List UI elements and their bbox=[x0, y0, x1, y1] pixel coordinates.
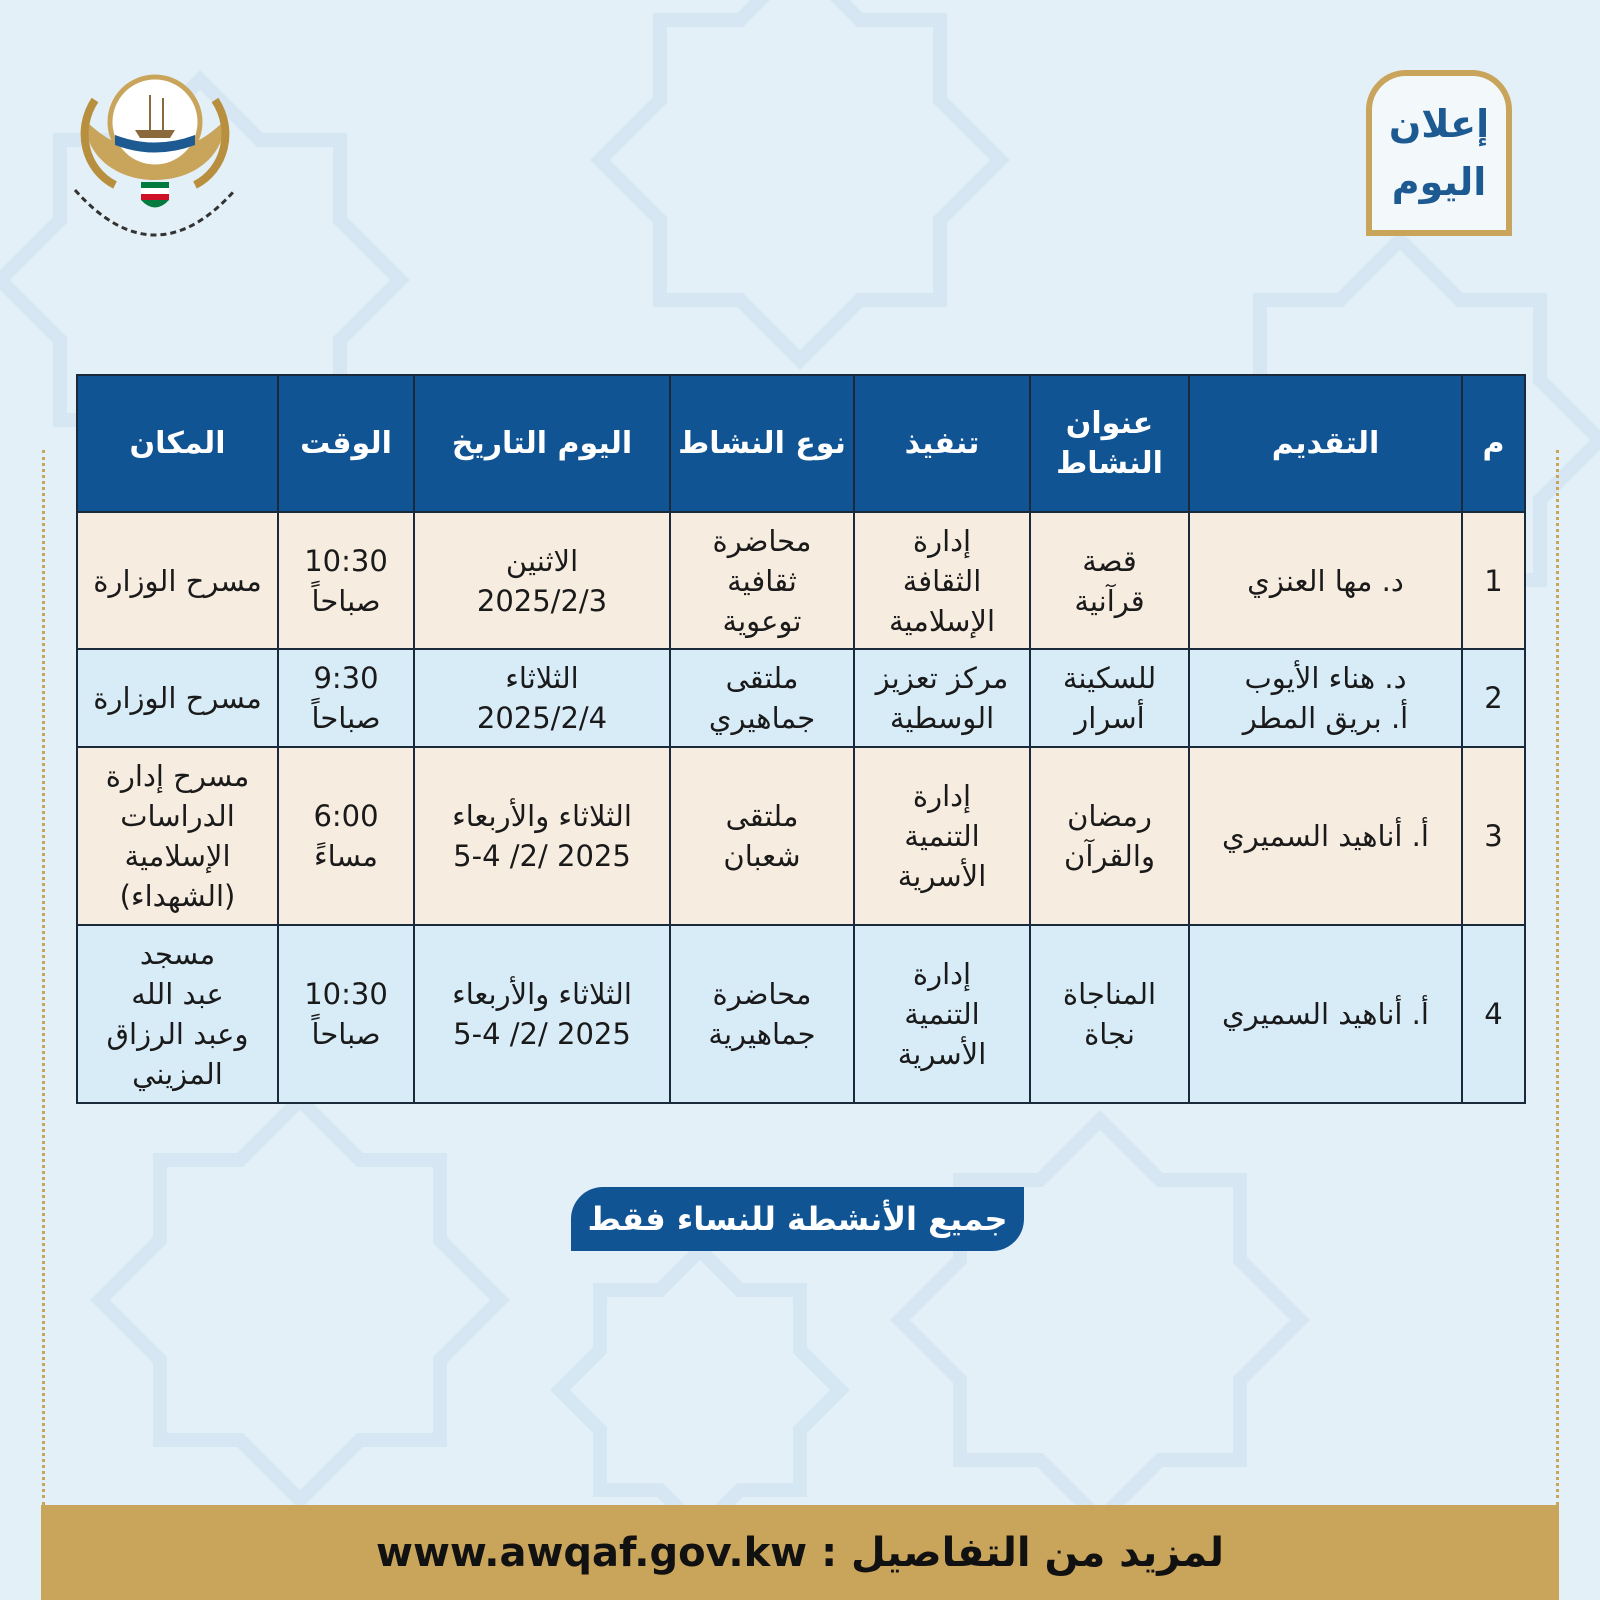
header-presenter: التقديم bbox=[1189, 375, 1462, 512]
table-row bbox=[77, 925, 1525, 1103]
cell-organizer: إدارة التنمية الأسرية bbox=[854, 747, 1030, 925]
table-row bbox=[77, 512, 1525, 649]
table-row bbox=[77, 649, 1525, 747]
activities-schedule-table bbox=[76, 374, 1526, 1104]
cell-location: مسرح إدارة الدراسات الإسلامية (الشهداء) bbox=[77, 747, 278, 925]
cell-number: 4 bbox=[1462, 925, 1525, 1103]
cell-time: 6:00 مساءً bbox=[278, 747, 414, 925]
cell-number: 2 bbox=[1462, 649, 1525, 747]
header-location: المكان bbox=[77, 375, 278, 512]
cell-organizer: مركز تعزيز الوسطية bbox=[854, 649, 1030, 747]
cell-activity-type: محاضرة ثقافية توعوية bbox=[670, 512, 854, 649]
cell-activity-title: قصة قرآنية bbox=[1030, 512, 1189, 649]
cell-number: 1 bbox=[1462, 512, 1525, 649]
header-number: م bbox=[1462, 375, 1525, 512]
cell-time: 10:30 صباحاً bbox=[278, 925, 414, 1103]
cell-day-date: الثلاثاء 2025/2/4 bbox=[414, 649, 670, 747]
cell-presenter: أ. أناهيد السميري bbox=[1189, 747, 1462, 925]
frame-right-border bbox=[1556, 450, 1559, 1505]
cell-organizer: إدارة الثقافة الإسلامية bbox=[854, 512, 1030, 649]
cell-activity-type: ملتقى شعبان bbox=[670, 747, 854, 925]
cell-activity-type: محاضرة جماهيرية bbox=[670, 925, 854, 1103]
cell-presenter: أ. أناهيد السميري bbox=[1189, 925, 1462, 1103]
table-header-row bbox=[77, 375, 1525, 512]
women-only-note bbox=[571, 1187, 1024, 1251]
frame-left-border bbox=[42, 450, 45, 1505]
footer-website-link[interactable]: www.awqaf.gov.kw bbox=[375, 1529, 808, 1576]
header-activity-title: عنوان النشاط bbox=[1030, 375, 1189, 512]
cell-activity-type: ملتقى جماهيري bbox=[670, 649, 854, 747]
announcement-line-2: اليوم bbox=[1391, 160, 1487, 204]
header-organizer: تنفيذ bbox=[854, 375, 1030, 512]
footer-bar bbox=[41, 1505, 1559, 1600]
cell-number: 3 bbox=[1462, 747, 1525, 925]
cell-presenter: د. مها العنزي bbox=[1189, 512, 1462, 649]
cell-day-date: الثلاثاء والأربعاء 2025 /2/ 5-4 bbox=[414, 925, 670, 1103]
cell-time: 10:30 صباحاً bbox=[278, 512, 414, 649]
cell-activity-title: رمضان والقرآن bbox=[1030, 747, 1189, 925]
cell-organizer: إدارة التنمية الأسرية bbox=[854, 925, 1030, 1103]
cell-location: مسرح الوزارة bbox=[77, 649, 278, 747]
ministry-emblem-logo bbox=[55, 60, 255, 270]
table-row bbox=[77, 747, 1525, 925]
cell-location: مسجد عبد الله وعبد الرزاق المزيني bbox=[77, 925, 278, 1103]
cell-time: 9:30 صباحاً bbox=[278, 649, 414, 747]
cell-activity-title: للسكينة أسرار bbox=[1030, 649, 1189, 747]
footer-label: لمزيد من التفاصيل : bbox=[821, 1529, 1225, 1576]
cell-location: مسرح الوزارة bbox=[77, 512, 278, 649]
announcement-badge bbox=[1366, 70, 1512, 236]
header-activity-type: نوع النشاط bbox=[670, 375, 854, 512]
announcement-line-1: إعلان bbox=[1388, 102, 1490, 146]
header-time: الوقت bbox=[278, 375, 414, 512]
cell-day-date: الثلاثاء والأربعاء 2025 /2/ 5-4 bbox=[414, 747, 670, 925]
cell-activity-title: المناجاة نجاة bbox=[1030, 925, 1189, 1103]
cell-presenter: د. هناء الأيوب أ. بريق المطر bbox=[1189, 649, 1462, 747]
women-only-note-text: جميع الأنشطة للنساء فقط bbox=[587, 1200, 1008, 1238]
cell-day-date: الاثنين 2025/2/3 bbox=[414, 512, 670, 649]
header-day-date: اليوم التاريخ bbox=[414, 375, 670, 512]
